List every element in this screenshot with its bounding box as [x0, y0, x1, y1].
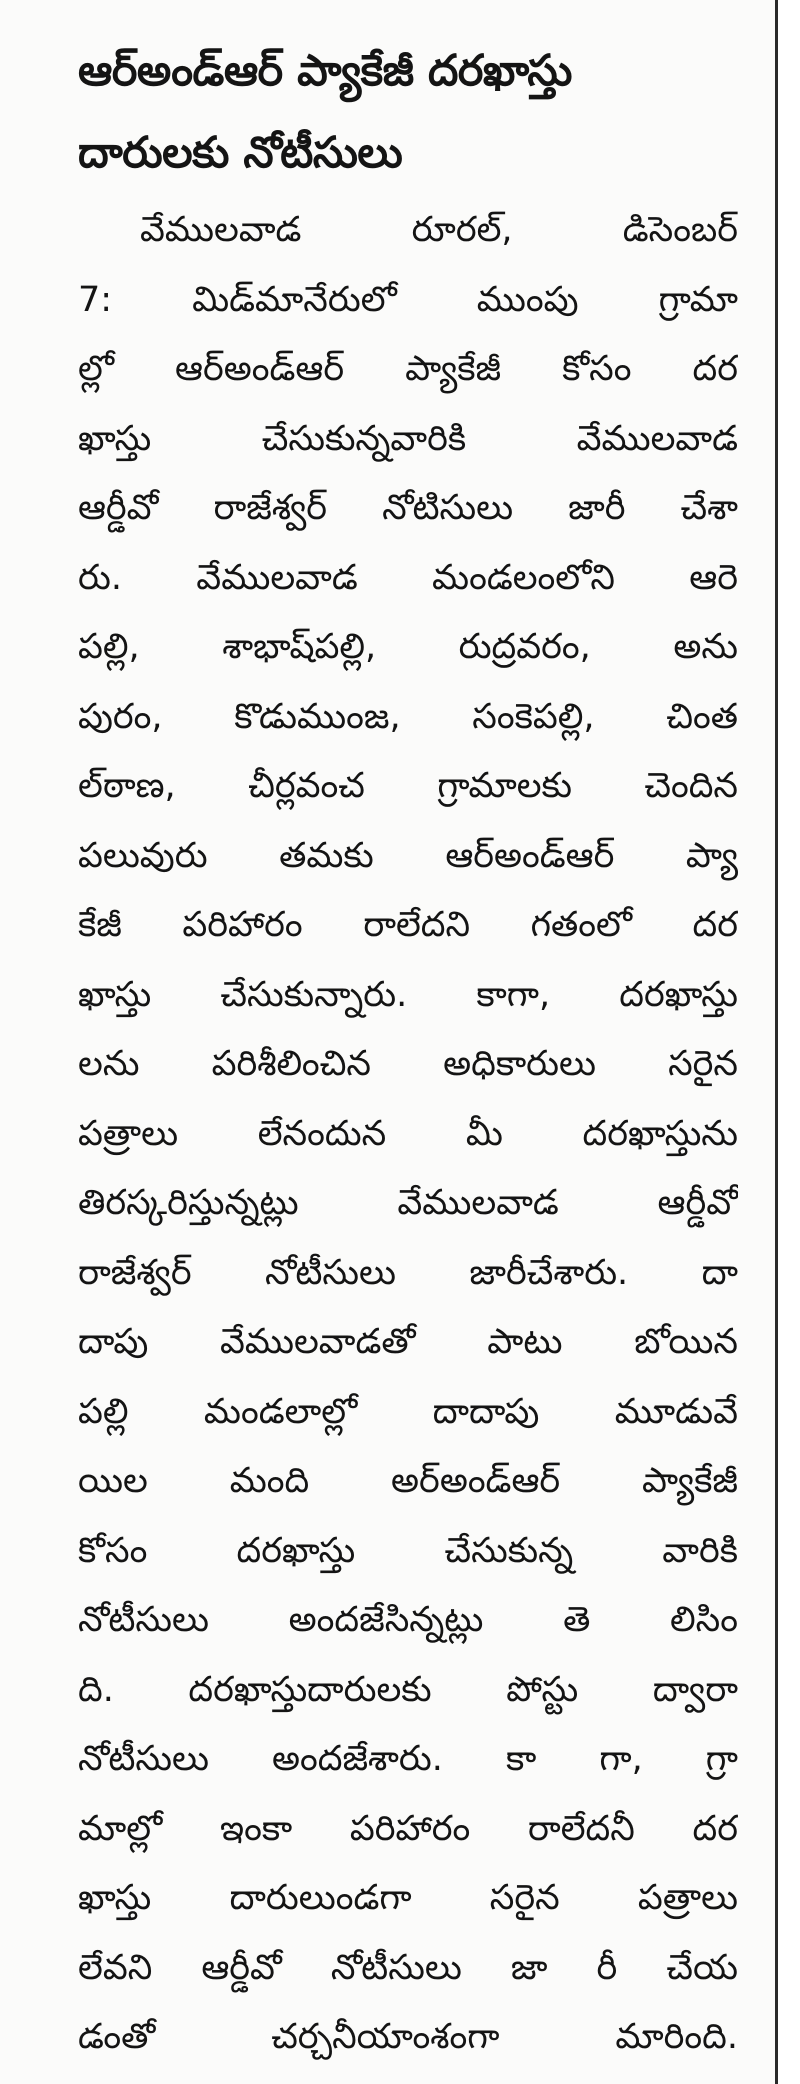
body-line: తిరస్కరిస్తున్నట్లు వేములవాడ ఆర్డీవో	[78, 1183, 738, 1223]
headline-line: ఆర్‌అండ్‌ఆర్ ప్యాకేజీ దరఖాస్తు	[78, 46, 572, 96]
body-line: పత్రాలు లేనందున మీ దరఖాస్తును	[78, 1113, 738, 1154]
body-line: ల్‌ఠాణ, చీర్లవంచ గ్రామాలకు చెందిన	[78, 766, 738, 806]
body-line: ఖాస్తు చేసుకున్నారు. కాగా, దరఖాస్తు	[78, 974, 738, 1015]
body-line: మాల్లో ఇంకా పరిహారం రాలేదనీ దర	[78, 1808, 738, 1849]
body-line: ఖాస్తు చేసుకున్నవారికి వేములవాడ	[78, 418, 738, 459]
article-headline	[78, 30, 738, 194]
body-line: డంతో చర్చనీయాంశంగా మారింది.	[78, 2017, 738, 2057]
body-line: యిల మంది అర్‌అండ్‌ఆర్ ప్యాకేజీ	[78, 1461, 738, 1501]
article-body	[78, 196, 738, 2073]
headline-line: దారులకు నోటీసులు	[78, 128, 403, 178]
page-margin	[778, 0, 800, 2084]
body-line: పల్లి మండలాల్లో దాదాపు మూడువే	[78, 1391, 738, 1432]
body-line: రు. వేములవాడ మండలంలోని ఆరె	[78, 557, 738, 598]
body-line: రాజేశ్వర్ నోటీసులు జారీచేశారు. దా	[78, 1252, 738, 1293]
body-line: 7: మిడ్‌మానేరులో ముంపు గ్రామా	[78, 279, 738, 320]
body-line: ఖాస్తు దారులుండగా సరైన పత్రాలు	[78, 1878, 738, 1918]
body-line: నోటీసులు అందజేశారు. కా గా, గ్రా	[78, 1739, 738, 1779]
body-line: నోటీసులు అందజేసిన్నట్లు తె లిసిం	[78, 1600, 738, 1640]
body-line: లను పరిశీలించిన అధికారులు సరైన	[78, 1044, 738, 1084]
body-line: లేవని ఆర్డీవో నోటీసులు జా రీ చేయ	[78, 1947, 738, 1988]
body-line: ల్లో ఆర్‌అండ్‌ఆర్ ప్యాకేజీ కోసం దర	[78, 349, 738, 389]
body-line: కోసం దరఖాస్తు చేసుకున్న వారికి	[78, 1530, 738, 1571]
body-line: పురం, కొడుముంజ, సంకెపల్లి, చింత	[78, 696, 738, 737]
body-line: దాపు వేములవాడతో పాటు బోయిన	[78, 1322, 738, 1362]
body-line: పల్లి, శాభాష్‌పల్లి, రుద్రవరం, అను	[78, 627, 738, 667]
body-line: వేములవాడ రూరల్, డిసెంబర్	[140, 210, 738, 250]
body-line: కేజీ పరిహారం రాలేదని గతంలో దర	[78, 905, 738, 945]
body-line: ది. దరఖాస్తుదారులకు పోస్టు ద్వారా	[78, 1669, 738, 1710]
body-line: ఆర్డీవో రాజేశ్వర్ నోటిసులు జారీ చేశా	[78, 488, 738, 528]
body-line: పలువురు తమకు ఆర్‌అండ్‌ఆర్ ప్యా	[78, 835, 738, 876]
